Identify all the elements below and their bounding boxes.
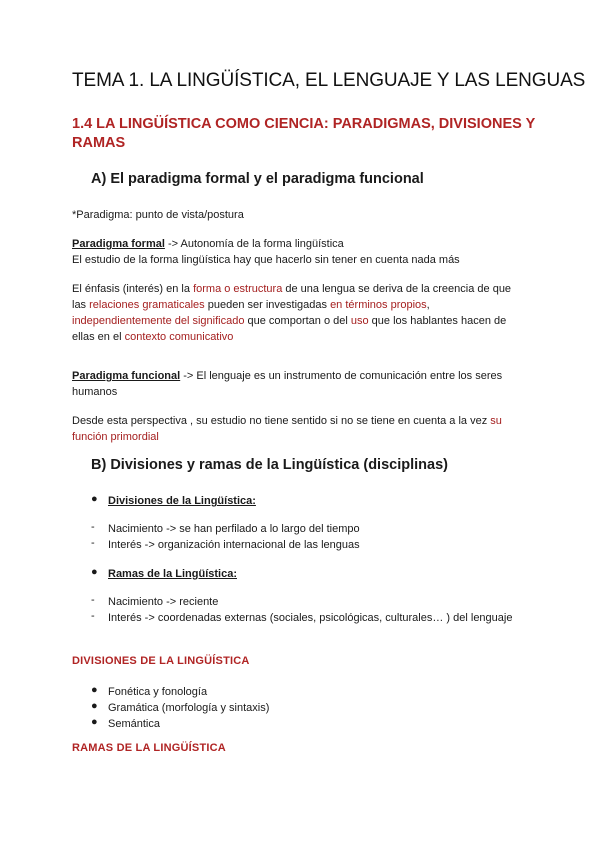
formal-arrow-text: -> Autonomía de la forma lingüística (164, 238, 344, 250)
text-run: que comportan o del (244, 315, 351, 327)
highlight-contexto: contexto comunicativo (124, 331, 234, 343)
bullet-icon: ● (91, 684, 98, 696)
formal-paragraph-line4 (72, 329, 233, 345)
subtitle-line1: 1.4 LA LINGÜÍSTICA COMO CIENCIA: PARADIGMAS, DIVISIONES Y (72, 116, 536, 132)
text-run: de una lengua se deriva de la creencia de que (282, 283, 512, 295)
formal-line2: El estudio de la forma lingüística hay que hacerlo sin tener en cuenta nada más (72, 254, 460, 266)
paradigm-note: *Paradigma: punto de vista/postura (72, 209, 244, 221)
text-run: las (72, 299, 90, 311)
text-run: pueden ser investigadas (204, 299, 331, 311)
page-title: TEMA 1. LA LINGÜÍSTICA, EL LENGUAJE Y LAS LENGUAS (72, 70, 586, 91)
bullet-icon: ● (91, 716, 98, 728)
formal-paragraph-line2 (72, 297, 430, 313)
formal-paragraph-line1 (72, 281, 511, 297)
highlight-forma: forma o estructura (193, 283, 283, 295)
dash-marker: - (91, 521, 95, 533)
text-run: , (426, 299, 430, 311)
bullet-icon: ● (91, 493, 98, 505)
funcional-arrow-text: -> El lenguaje es un instrumento de comunicación entre los seres (180, 370, 503, 382)
highlight-relaciones: relaciones gramaticales (89, 299, 205, 311)
highlight-independientemente: independientemente del significado (72, 315, 245, 327)
list-item: Nacimiento -> se han perfilado a lo largo del tiempo (108, 523, 360, 535)
dash-marker: - (91, 537, 95, 549)
dash-marker: - (91, 610, 95, 622)
text-run: que los hablantes hacen de (368, 315, 507, 327)
funcional-paragraph-line1 (72, 413, 502, 429)
list-item: Gramática (morfología y sintaxis) (108, 702, 270, 714)
list-item: Fonética y fonología (108, 686, 208, 698)
text-run: Desde esta perspectiva , su estudio no tiene sentido si no se tiene en cuenta a la vez (72, 415, 491, 427)
funcional-definition (72, 368, 502, 384)
ramas-subheading: Ramas de la Lingüística: (108, 568, 237, 580)
list-item: Interés -> coordenadas externas (sociales, psicológicas, culturales… ) del lenguaje (108, 612, 513, 624)
formal-label: Paradigma formal (72, 238, 165, 250)
section-b-heading: B) Divisiones y ramas de la Lingüística (disciplinas) (91, 457, 448, 473)
funcional-label: Paradigma funcional (72, 370, 181, 382)
section-a-heading: A) El paradigma formal y el paradigma funcional (91, 171, 424, 187)
text-run: El énfasis (interés) en la (72, 283, 194, 295)
bullet-icon: ● (91, 566, 98, 578)
divisiones-section-heading: DIVISIONES DE LA LINGÜÍSTICA (72, 655, 250, 667)
list-item: Semántica (108, 718, 160, 730)
funcional-paragraph-line2: función primordial (72, 431, 159, 443)
funcional-line2: humanos (72, 386, 118, 398)
divisiones-subheading: Divisiones de la Lingüística: (108, 495, 256, 507)
subtitle-line2: RAMAS (72, 135, 126, 151)
list-item: Nacimiento -> reciente (108, 596, 219, 608)
bullet-icon: ● (91, 700, 98, 712)
highlight-terminos: en términos propios (330, 299, 427, 311)
text-run: ellas en el (72, 331, 125, 343)
formal-paragraph-line3 (72, 313, 506, 329)
list-item: Interés -> organización internacional de las lenguas (108, 539, 360, 551)
highlight-uso: uso (350, 315, 369, 327)
formal-definition (72, 236, 344, 252)
ramas-section-heading: RAMAS DE LA LINGÜÍSTICA (72, 742, 226, 754)
highlight-su: su (490, 415, 502, 427)
dash-marker: - (91, 594, 95, 606)
